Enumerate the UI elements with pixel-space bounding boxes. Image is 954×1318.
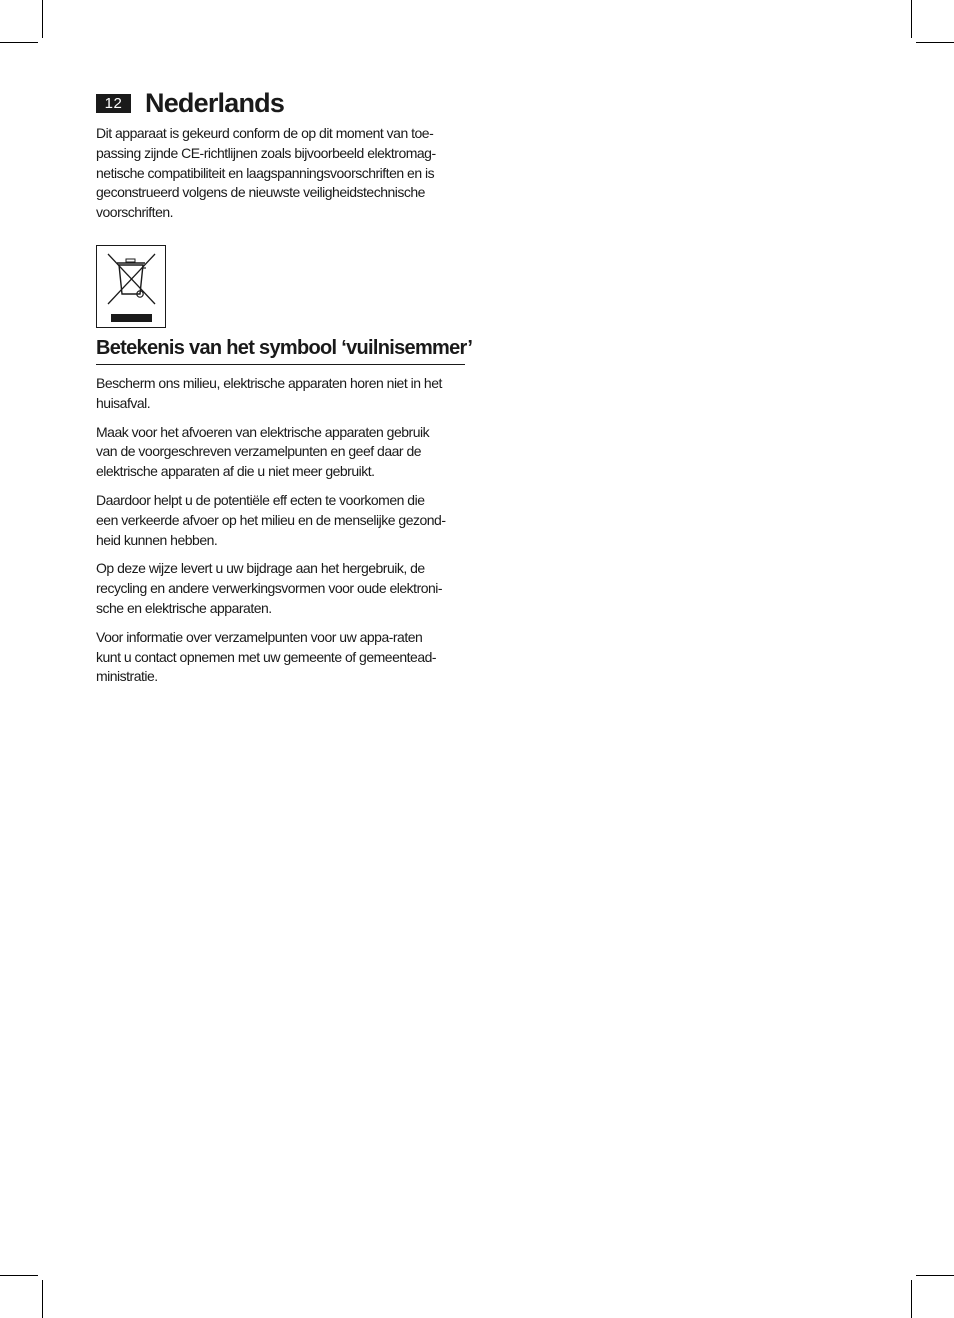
weee-symbol-box <box>96 245 166 328</box>
paragraph: Daardoor helpt u de potentiële eff ecten te voorkomen die een verkeerde afvoer op het milieu en de menselijke gezond- heid kunnen hebben. <box>96 491 446 548</box>
language-title: Nederlands <box>145 88 285 118</box>
crossed-out-wheelie-bin-icon <box>97 246 164 326</box>
paragraph: Maak voor het afvoeren van elektrische apparaten gebruik van de voorgeschreven verzamelpunten en geef daar de elektrische apparaten af die u niet meer gebruikt. <box>96 423 430 480</box>
crop-mark <box>916 1275 954 1276</box>
intro-paragraph <box>96 124 468 223</box>
crop-mark <box>42 0 43 38</box>
crop-mark <box>0 1275 38 1276</box>
crop-mark <box>42 1280 43 1318</box>
paragraph: Voor informatie over verzamelpunten voor uw appa-raten kunt u contact opnemen met uw gemeente of gemeentead- ministratie. <box>96 628 437 685</box>
crop-mark <box>911 1280 912 1318</box>
page-number: 12 <box>96 94 131 113</box>
paragraph: Bescherm ons milieu, elektrische apparaten horen niet in het huisafval. <box>96 375 442 411</box>
paragraph: Op deze wijze levert u uw bijdrage aan het hergebruik, de recycling en andere verwerkingsvormen voor oude elektroni- sche en elektrische apparaten. <box>96 560 443 616</box>
crop-mark <box>916 42 954 43</box>
section-title: Betekenis van het symbool ‘vuilnisemmer’ <box>96 335 465 365</box>
intro-text: Dit apparaat is gekeurd conform de op dit moment van toe- passing zijnde CE-richtlijnen zoals bijvoorbeeld elektromag- netische compatibiliteit en laagspanningsvoorschriften en is geconstrueerd volgens de nieuwste veiligheidstechnische voorschriften. <box>96 125 436 221</box>
page-header <box>96 88 284 118</box>
crop-mark <box>911 0 912 38</box>
crop-mark <box>0 42 38 43</box>
section-body <box>96 374 468 696</box>
